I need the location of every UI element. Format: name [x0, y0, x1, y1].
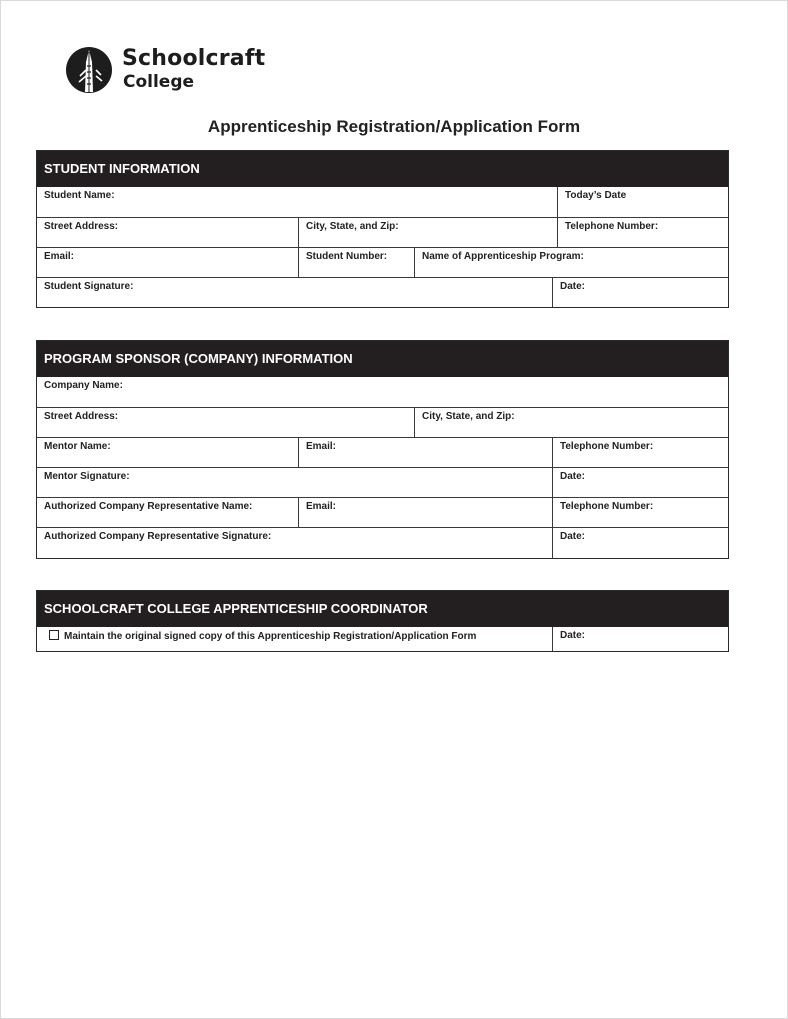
representative-name-label: Authorized Company Representative Name: — [44, 501, 253, 512]
company-name-label: Company Name: — [44, 380, 123, 391]
representative-date-label: Date: — [560, 531, 586, 542]
mentor-telephone-field[interactable] — [552, 438, 728, 467]
representative-signature-label: Authorized Company Representative Signature: — [44, 531, 272, 542]
form-title: Apprenticeship Registration/Application Form — [207, 117, 581, 136]
todays-date-label: Today’s Date — [565, 190, 627, 201]
student-city-state-zip-field[interactable] — [298, 218, 557, 247]
student-email-row — [37, 247, 728, 277]
schoolcraft-logo — [66, 46, 286, 96]
representative-signature-row — [37, 527, 728, 558]
student-signature-field[interactable] — [37, 278, 552, 307]
student-section-header: STUDENT INFORMATION — [37, 151, 728, 187]
company-name-row — [37, 377, 728, 407]
student-email-field[interactable] — [37, 248, 298, 277]
coordinator-date-label: Date: — [560, 630, 586, 641]
representative-row — [37, 497, 728, 527]
representative-name-field[interactable] — [37, 498, 298, 527]
todays-date-field[interactable] — [557, 187, 728, 217]
mentor-name-label: Mentor Name: — [44, 441, 111, 452]
student-date-label: Date: — [560, 281, 586, 292]
maintain-copy-checkbox[interactable] — [49, 630, 59, 640]
student-name-row — [37, 187, 728, 217]
student-information-section — [36, 150, 729, 308]
logo-name-line1: Schoolcraft — [122, 46, 266, 71]
company-street-address-label: Street Address: — [44, 411, 119, 422]
student-name-label: Student Name: — [44, 190, 115, 201]
email-label: Email: — [44, 251, 75, 262]
company-city-state-zip-field[interactable] — [414, 408, 728, 437]
company-address-row — [37, 407, 728, 437]
mentor-telephone-label: Telephone Number: — [560, 441, 654, 452]
program-name-label: Name of Apprenticeship Program: — [422, 251, 584, 262]
student-date-field[interactable] — [552, 278, 728, 307]
student-telephone-field[interactable] — [557, 218, 728, 247]
student-number-label: Student Number: — [306, 251, 388, 262]
student-name-field[interactable] — [37, 187, 557, 217]
company-name-field[interactable] — [37, 377, 728, 407]
student-signature-label: Student Signature: — [44, 281, 134, 292]
mentor-signature-label: Mentor Signature: — [44, 471, 130, 482]
coordinator-section — [36, 590, 729, 652]
representative-date-field[interactable] — [552, 528, 728, 558]
student-street-address-field[interactable] — [37, 218, 298, 247]
representative-email-field[interactable] — [298, 498, 552, 527]
coordinator-date-field[interactable] — [552, 627, 728, 651]
maintain-copy-label: Maintain the original signed copy of this Apprenticeship Registration/Application Form — [64, 631, 477, 642]
mentor-row — [37, 437, 728, 467]
company-city-state-zip-label: City, State, and Zip: — [422, 411, 515, 422]
company-street-address-field[interactable] — [37, 408, 414, 437]
mentor-email-label: Email: — [306, 441, 337, 452]
mentor-date-field[interactable] — [552, 468, 728, 497]
mentor-signature-field[interactable] — [37, 468, 552, 497]
student-signature-row — [37, 277, 728, 307]
representative-signature-field[interactable] — [37, 528, 552, 558]
apprenticeship-program-field[interactable] — [414, 248, 728, 277]
sponsor-section-header: PROGRAM SPONSOR (COMPANY) INFORMATION — [37, 341, 728, 377]
mentor-signature-row — [37, 467, 728, 497]
mentor-name-field[interactable] — [37, 438, 298, 467]
representative-telephone-field[interactable] — [552, 498, 728, 527]
program-sponsor-section — [36, 340, 729, 559]
telephone-label: Telephone Number: — [565, 221, 659, 232]
representative-email-label: Email: — [306, 501, 337, 512]
student-address-row — [37, 217, 728, 247]
coordinator-row — [37, 627, 728, 651]
city-state-zip-label: City, State, and Zip: — [306, 221, 399, 232]
mentor-email-field[interactable] — [298, 438, 552, 467]
representative-telephone-label: Telephone Number: — [560, 501, 654, 512]
mentor-date-label: Date: — [560, 471, 586, 482]
logo-name-line2: College — [123, 72, 195, 92]
coordinator-section-header: SCHOOLCRAFT COLLEGE APPRENTICESHIP COORDINATOR — [37, 591, 728, 627]
maintain-copy-item — [37, 627, 552, 651]
college-tower-icon — [66, 46, 112, 94]
street-address-label: Street Address: — [44, 221, 119, 232]
student-number-field[interactable] — [298, 248, 414, 277]
